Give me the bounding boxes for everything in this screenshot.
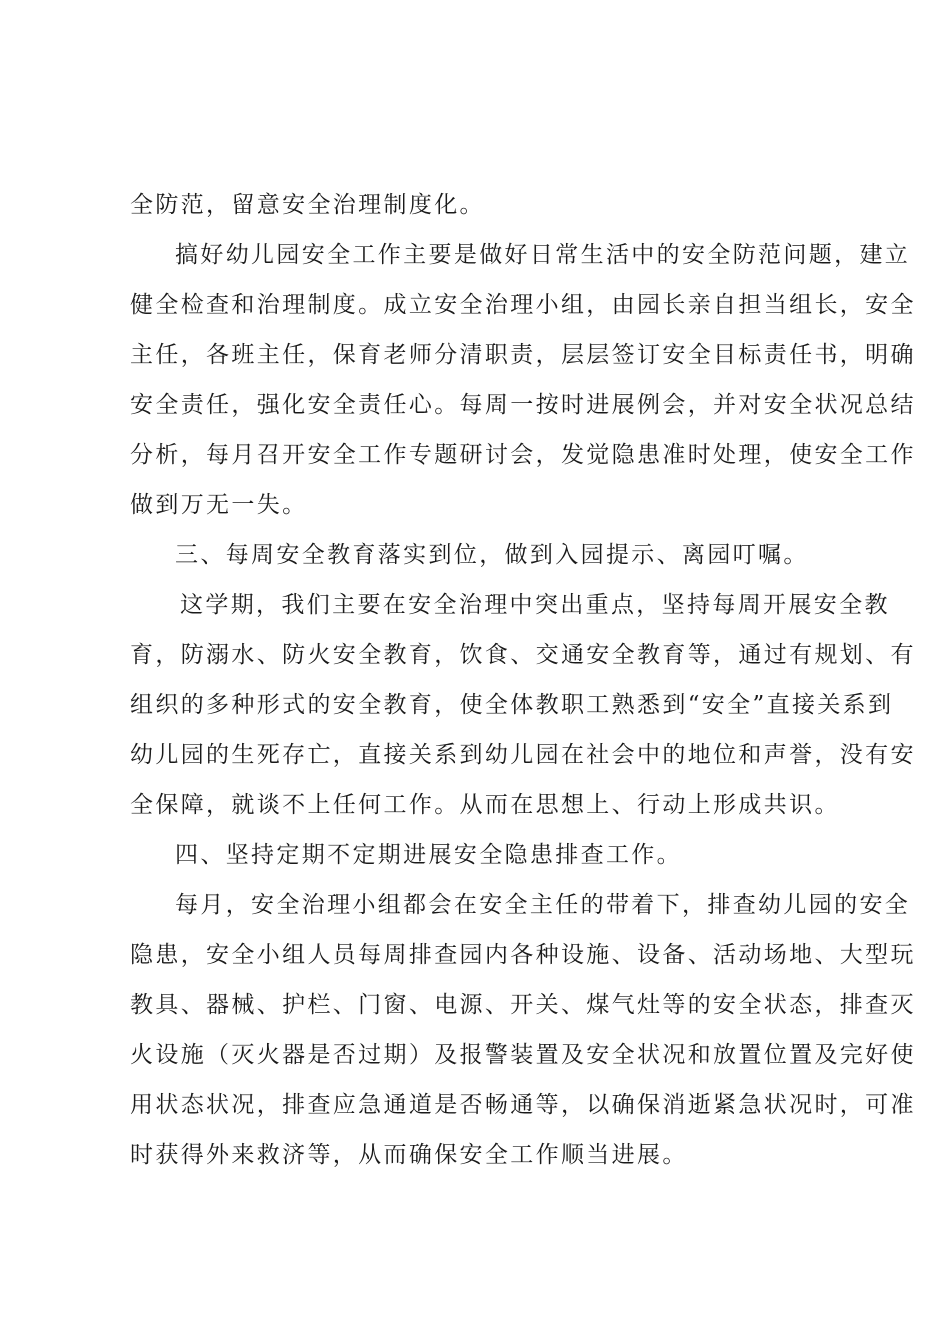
text-line: 安全责任，强化安全责任心。每周一按时进展例会，并对安全状况总结 [130, 392, 916, 418]
paragraph-first-line: 每月，安全治理小组都会在安全主任的带着下，排查幼儿园的安全 [175, 892, 911, 918]
section-heading: 三、每周安全教育落实到位，做到入园提示、离园叮嘱。 [175, 542, 809, 568]
text-line: 幼儿园的生死存亡，直接关系到幼儿园在社会中的地位和声誉，没有安 [130, 742, 916, 768]
text-line: 育，防溺水、防火安全教育，饮食、交通安全教育等，通过有规划、有 [130, 642, 916, 668]
text-line: 做到万无一失。 [130, 492, 308, 518]
text-line: 火设施（灭火器是否过期）及报警装置及安全状况和放置位置及完好使 [130, 1042, 916, 1068]
text-line: 健全检查和治理制度。成立安全治理小组，由园长亲自担当组长，安全 [130, 292, 916, 318]
text-line: 时获得外来救济等，从而确保安全工作顺当进展。 [130, 1142, 688, 1168]
text-line: 全保障，就谈不上任何工作。从而在思想上、行动上形成共识。 [130, 792, 840, 818]
paragraph-first-line: 搞好幼儿园安全工作主要是做好日常生活中的安全防范问题，建立 [175, 242, 911, 268]
text-line: 组织的多种形式的安全教育，使全体教职工熟悉到“安全”直接关系到 [130, 692, 894, 718]
text-line: 教具、器械、护栏、门窗、电源、开关、煤气灶等的安全状态，排查灭 [130, 992, 916, 1018]
text-line: 用状态状况，排查应急通道是否畅通等，以确保消逝紧急状况时，可准 [130, 1092, 916, 1118]
text-line: 分析，每月召开安全工作专题研讨会，发觉隐患准时处理，使安全工作 [130, 442, 916, 468]
text-line: 全防范，留意安全治理制度化。 [130, 192, 485, 218]
section-heading: 四、坚持定期不定期进展安全隐患排查工作。 [175, 842, 682, 868]
text-line: 主任，各班主任，保育老师分清职责，层层签订安全目标责任书，明确 [130, 342, 916, 368]
paragraph-first-line: 这学期，我们主要在安全治理中突出重点，坚持每周开展安全教 [180, 592, 890, 618]
text-line: 隐患，安全小组人员每周排查园内各种设施、设备、活动场地、大型玩 [130, 942, 916, 968]
